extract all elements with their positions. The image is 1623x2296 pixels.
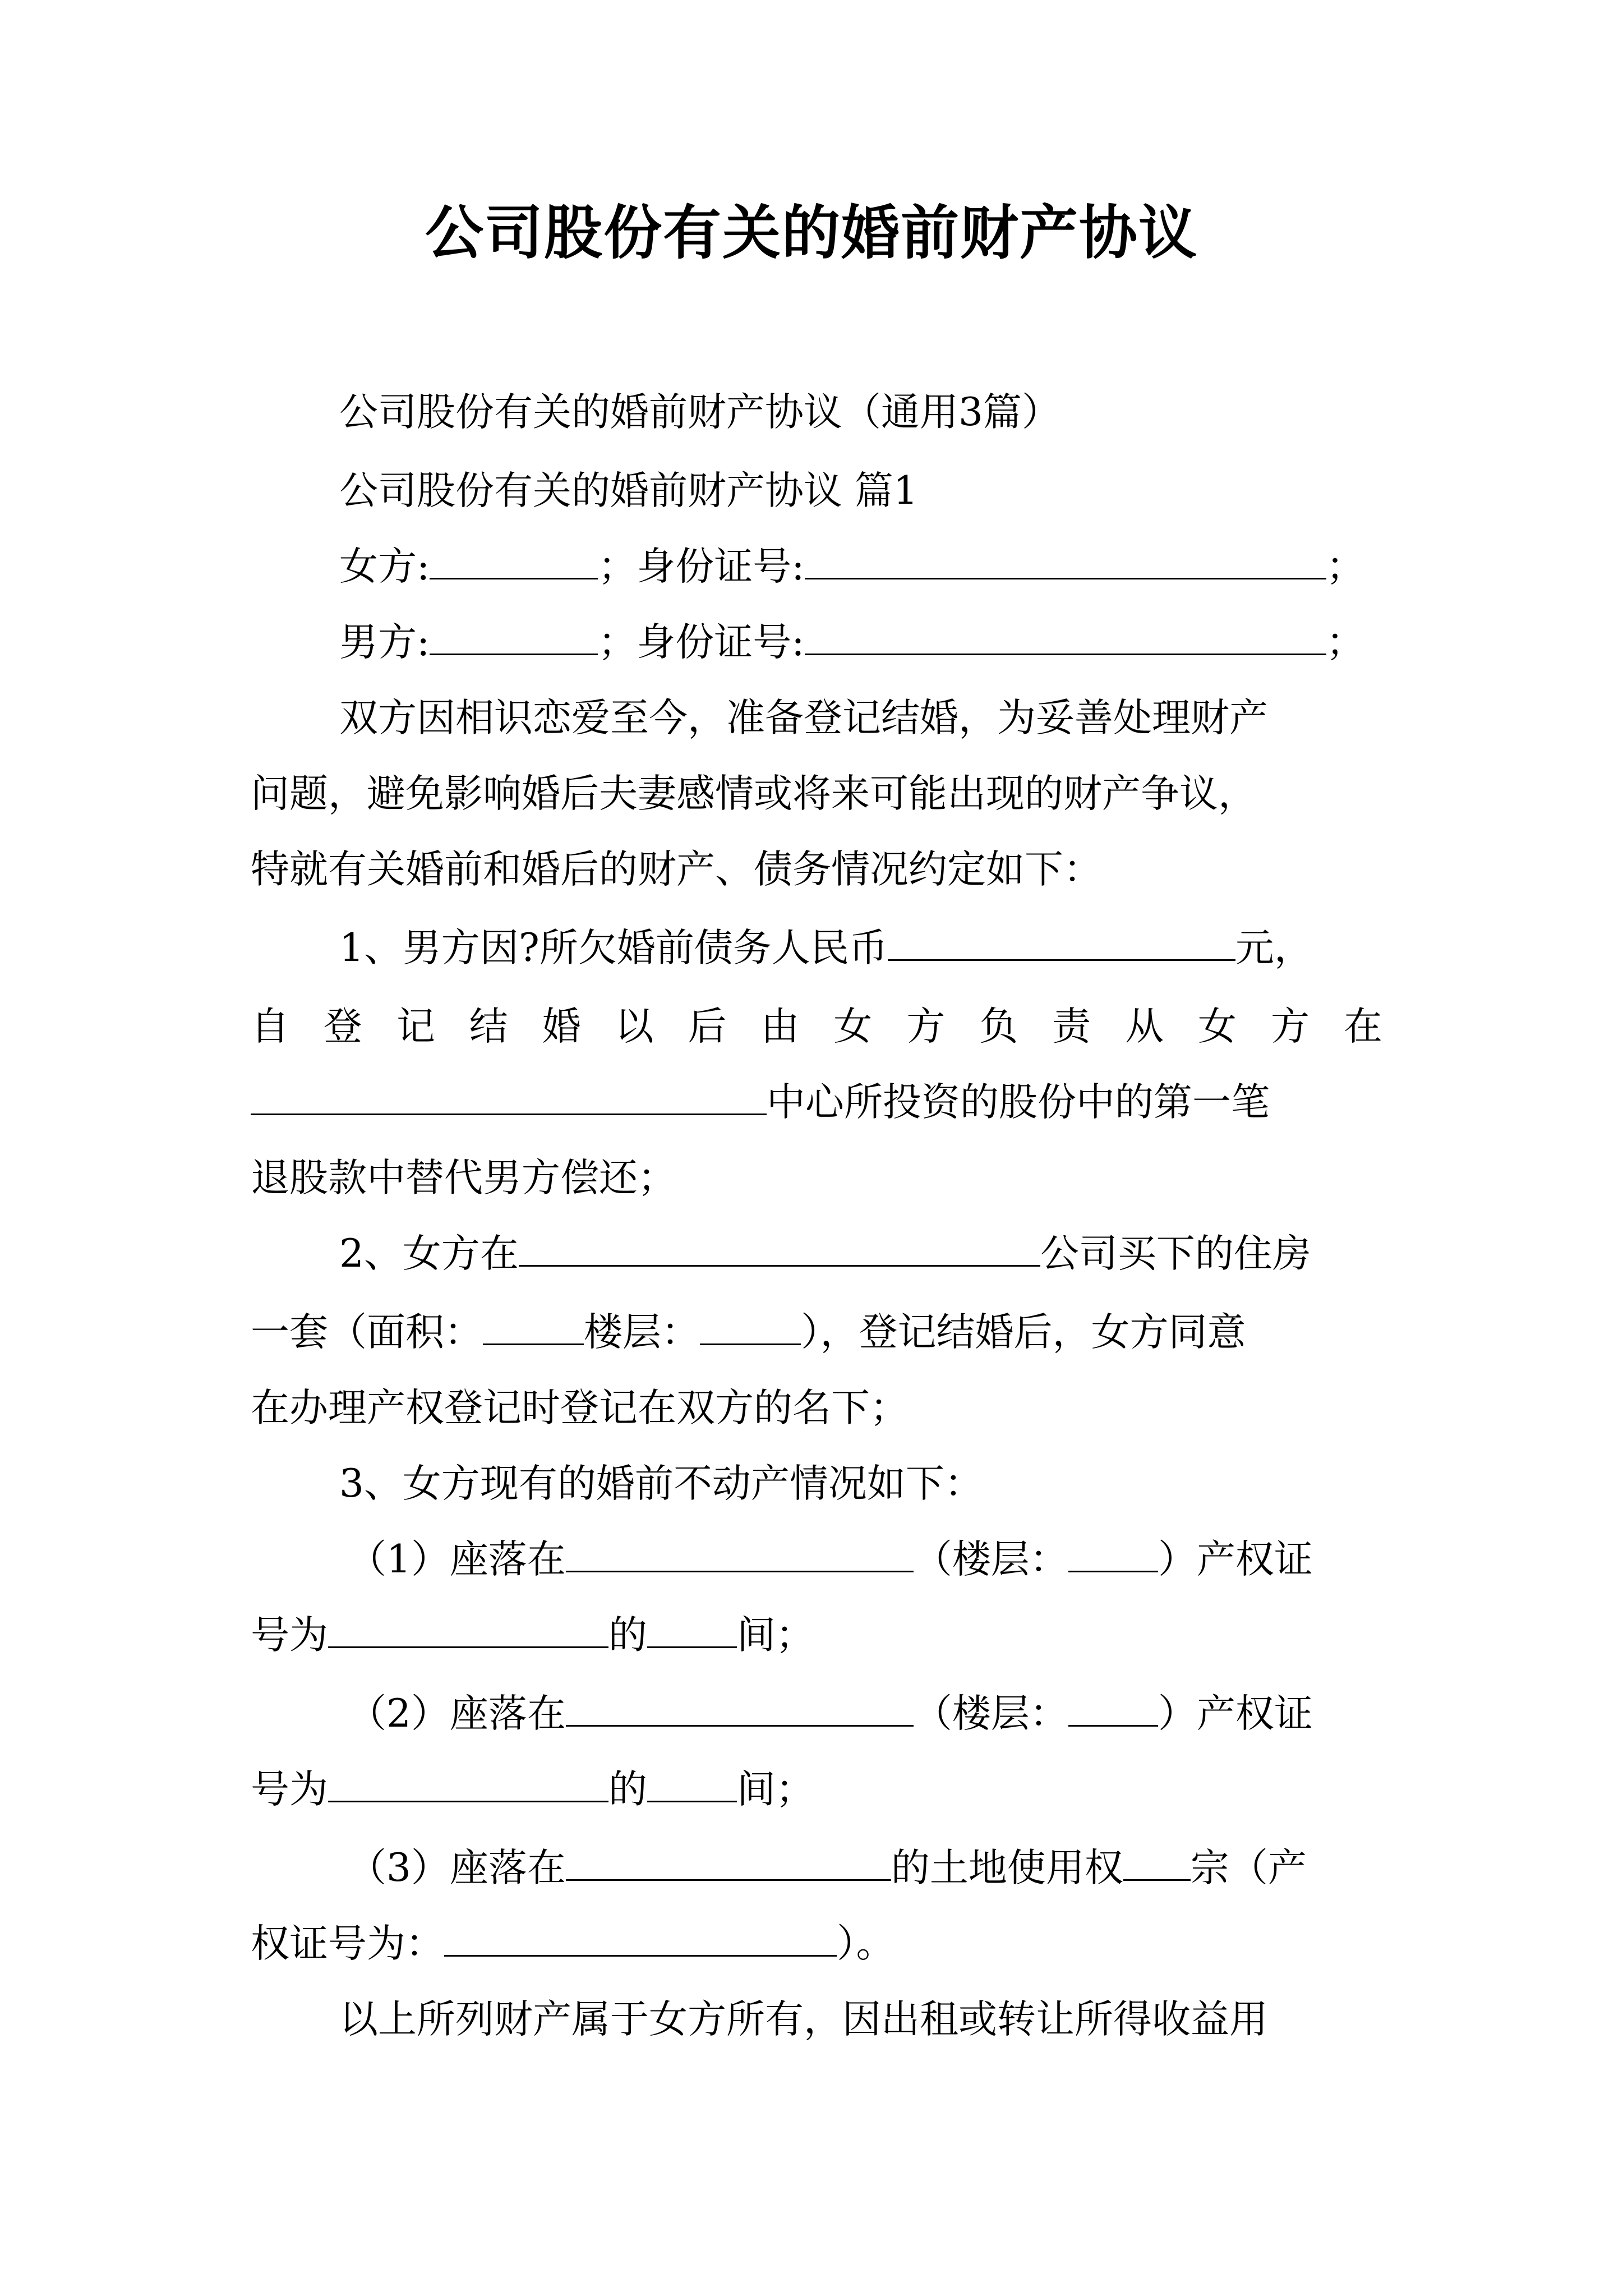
item3-p1-cert-blank: [328, 1609, 608, 1648]
item3-p3-line-1: [348, 1840, 1307, 1896]
item3-p1-line-2: [251, 1607, 814, 1663]
item3-p2-floor-blank: [1068, 1688, 1158, 1727]
party-female-id-blank: [805, 541, 1326, 579]
intro-line-2: 问题，避免影响婚后夫妻感情或将来可能出现的财产争议，: [251, 771, 1257, 816]
party-female-end: ；: [1326, 544, 1365, 589]
party-female-id-label: ；身份证号:: [598, 544, 805, 589]
item1-text-b: 元，: [1235, 926, 1313, 970]
party-female-label: 女方:: [339, 544, 430, 589]
party-male-id-blank: [805, 616, 1326, 655]
item3-p1-text-c: ）产权证: [1158, 1537, 1313, 1582]
item1-center-blank: [251, 1076, 767, 1115]
item1-line-2-char: 方: [1270, 1004, 1310, 1049]
item3-heading: 3、女方现有的婚前不动产情况如下：: [339, 1461, 983, 1506]
item1-line-2: [251, 999, 1382, 1055]
document-subtitle: 公司股份有关的婚前财产协议（通用3篇）: [339, 390, 1061, 435]
item3-p3-count-blank: [1123, 1842, 1191, 1881]
item3-p1-location-blank: [566, 1534, 914, 1572]
item3-p2-line-2: [251, 1761, 814, 1818]
item1-line-2-char: 记: [396, 1004, 435, 1049]
item1-line-2-char: 后: [688, 1004, 727, 1049]
item1-line-2-char: 负: [979, 1004, 1018, 1049]
item1-line-2-char: 登: [323, 1004, 362, 1049]
item3-p2-text-b: （楼层：: [913, 1691, 1068, 1736]
item1-line-4: 退股款中替代男方偿还；: [251, 1156, 676, 1200]
item2-line-3: 在办理产权登记时登记在双方的名下；: [251, 1386, 909, 1430]
item1-amount-blank: [888, 922, 1235, 961]
party-male-id-label: ；身份证号:: [598, 620, 805, 665]
item1-line-2-char: 女: [1197, 1004, 1237, 1049]
item3-p3-location-blank: [566, 1842, 891, 1881]
item3-p2-text-f: 间；: [737, 1767, 814, 1812]
item1-text-c: 中心所投资的股份中的第一笔: [767, 1080, 1270, 1125]
item2-text-e: ），登记结婚后，女方同意: [801, 1310, 1246, 1355]
item3-p1-rooms-blank: [647, 1609, 737, 1648]
item1-line-3: [251, 1074, 1270, 1130]
item3-p3-text-b: 的土地使用权: [891, 1846, 1123, 1890]
item3-p2-rooms-blank: [647, 1764, 737, 1802]
item3-p1-text-e: 的: [608, 1613, 647, 1658]
item3-p1-line-1: [348, 1531, 1313, 1588]
item2-area-blank: [483, 1306, 584, 1345]
item3-p1-text-a: （1）座落在: [348, 1537, 566, 1582]
item2-text-a: 2、女方在: [339, 1231, 519, 1276]
item3-p2-text-a: （2）座落在: [348, 1691, 566, 1736]
item1-line-2-char: 婚: [542, 1004, 581, 1049]
party-male-end: ；: [1326, 620, 1365, 665]
party-female-name-blank: [430, 541, 598, 579]
item1-line-2-char: 女: [833, 1004, 873, 1049]
party-male-name-blank: [430, 616, 598, 655]
item3-p3-text-e: ）。: [837, 1921, 895, 1966]
item2-text-b: 公司买下的住房: [1040, 1231, 1311, 1276]
item1-line-2-char: 方: [906, 1004, 946, 1049]
item2-floor-blank: [700, 1306, 801, 1345]
item3-p2-cert-blank: [328, 1764, 608, 1802]
item3-p2-location-blank: [566, 1688, 914, 1727]
item3-p1-text-b: （楼层：: [913, 1537, 1068, 1582]
item3-p3-text-c: 宗（产: [1190, 1846, 1307, 1890]
item1-line-2-char: 以: [615, 1004, 654, 1049]
item3-p1-text-f: 间；: [737, 1613, 814, 1658]
item3-p2-line-1: [348, 1686, 1313, 1742]
document-title: 公司股份有关的婚前财产协议: [425, 199, 1198, 267]
party-male-line: [339, 614, 1365, 670]
intro-line-1: 双方因相识恋爱至今，准备登记结婚，为妥善处理财产: [339, 696, 1268, 740]
item2-company-blank: [519, 1228, 1040, 1267]
party-male-label: 男方:: [339, 620, 430, 665]
item1-line-2-char: 责: [1052, 1004, 1091, 1049]
section-heading: 公司股份有关的婚前财产协议 篇1: [339, 468, 918, 513]
item2-text-d: 楼层：: [584, 1310, 700, 1355]
item1-line-2-char: 自: [251, 1004, 289, 1049]
item1-line-1: [339, 920, 1313, 976]
item3-p1-floor-blank: [1068, 1534, 1158, 1572]
item3-p3-text-d: 权证号为：: [251, 1921, 444, 1966]
item2-line-2: [251, 1304, 1246, 1360]
item1-line-2-char: 结: [469, 1004, 508, 1049]
party-female-line: [339, 539, 1365, 595]
intro-line-3: 特就有关婚前和婚后的财产、债务情况约定如下：: [251, 847, 1102, 892]
item3-p3-line-2: [251, 1916, 895, 1972]
item3-p3-cert-blank: [444, 1918, 837, 1957]
item3-p2-text-e: 的: [608, 1767, 647, 1812]
item3-p3-text-a: （3）座落在: [348, 1846, 566, 1890]
item3-p2-text-d: 号为: [251, 1767, 328, 1812]
item1-line-2-char: 从: [1125, 1004, 1164, 1049]
item1-line-2-text: [251, 999, 1382, 1055]
item2-text-c: 一套（面积：: [251, 1310, 483, 1355]
item1-line-2-char: 在: [1343, 1004, 1382, 1049]
item3-p1-text-d: 号为: [251, 1613, 328, 1658]
item1-line-2-char: 由: [760, 1004, 800, 1049]
item3-p2-text-c: ）产权证: [1158, 1691, 1313, 1736]
closing-line: 以上所列财产属于女方所有，因出租或转让所得收益用: [339, 1997, 1268, 2042]
item1-text-a: 1、男方因?所欠婚前债务人民币: [339, 926, 888, 970]
item2-line-1: [339, 1226, 1311, 1282]
